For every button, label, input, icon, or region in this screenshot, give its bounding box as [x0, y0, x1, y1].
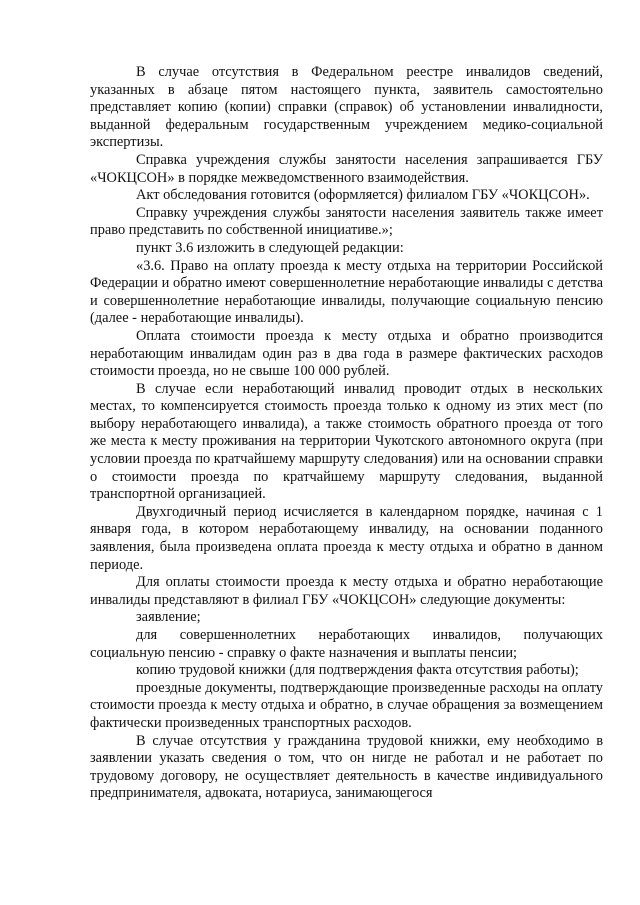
paragraph-two-year-period: Двухгодичный период исчисляется в календарном порядке, начиная с 1 января года, в котором неработающему инвалиду, на основании поданного заявления, была произведена оплата проезда к месту отдыха и обратно в данном периоде. — [90, 503, 603, 573]
list-item-application: заявление; — [136, 609, 201, 626]
paragraph-registry-absent: В случае отсутствия в Федеральном реестре инвалидов сведений, указанных в абзаце пятом настоящего пункта, заявитель самостоятельно представляет копию (копии) справки (справок) об установлении инвалидности, выданной федеральным государственным учреждением медико-социальной экспертизы. — [90, 64, 603, 151]
paragraph-payment-frequency: Оплата стоимости проезда к месту отдыха и обратно производится неработающим инвалидам один раз в два года в размере фактических расходов стоимости проезда, но не свыше 100 000 рублей. — [90, 327, 603, 380]
paragraph-clause-3-6-intro: пункт 3.6 изложить в следующей редакции: — [136, 239, 404, 256]
list-item-travel-documents: проездные документы, подтверждающие произведенные расходы на оплату стоимости проезда к месту отдыха и обратно, в случае обращения за возмещением фактически произведенных транспортных расходов. — [90, 679, 603, 731]
paragraph-multiple-places: В случае если неработающий инвалид проводит отдых в нескольких местах, то компенсируется стоимость проезда только к одному из этих мест (по выбору неработающего инвалида), а также стоимость обратного проезда от того же места к месту проживания на территории Чукотского автономного округа (при условии проезда по кратчайшему маршруту следования) или на основании справки о стоимости проезда по кратчайшему маршруту следования, выданной транспортной организацией. — [90, 380, 604, 503]
paragraph-employment-certificate: Справка учреждения службы занятости населения запрашивается ГБУ «ЧОКЦСОН» в порядке межведомственного взаимодействия. — [90, 151, 603, 186]
paragraph-own-initiative: Справку учреждения службы занятости населения заявитель также имеет право представить по собственной инициативе.»; — [90, 204, 603, 239]
paragraph-clause-3-6: «3.6. Право на оплату проезда к месту отдыха на территории Российской Федерации и обратно имеют совершеннолетние неработающие инвалиды с детства и совершеннолетние неработающие инвалиды, получающие социальную пенсию (далее - неработающие инвалиды). — [90, 257, 603, 327]
paragraph-documents-list-intro: Для оплаты стоимости проезда к месту отдыха и обратно неработающие инвалиды представляют в филиал ГБУ «ЧОКЦСОН» следующие документы: — [90, 574, 603, 608]
list-item-pension-certificate: для совершеннолетних неработающих инвалидов, получающих социальную пенсию - справку о факте назначения и выплаты пенсии; — [90, 627, 603, 661]
paragraph-inspection-act: Акт обследования готовится (оформляется) филиалом ГБУ «ЧОКЦСОН». — [136, 187, 590, 204]
paragraph-no-work-book: В случае отсутствия у гражданина трудовой книжки, ему необходимо в заявлении указать сведения о том, что он нигде не работал и не работает по трудовому договору, не осуществляет деятельность в качестве индивидуального предпринимателя, адвоката, нотариуса, занимающегося — [90, 732, 603, 802]
document-page — [90, 64, 603, 803]
list-item-work-book-copy: копию трудовой книжки (для подтверждения факта отсутствия работы); — [136, 662, 579, 679]
